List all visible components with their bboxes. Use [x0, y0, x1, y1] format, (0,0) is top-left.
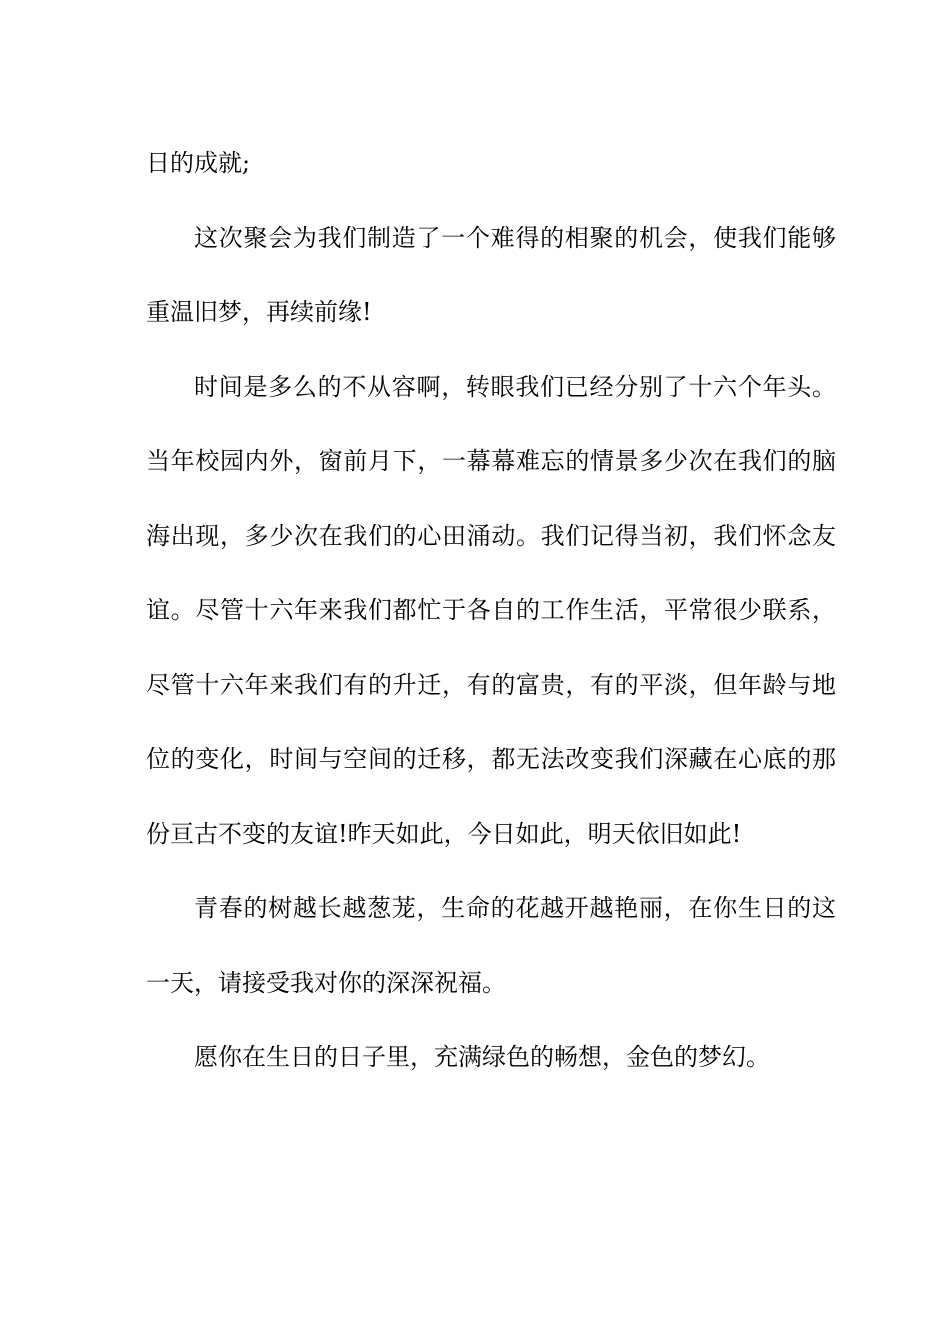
paragraph-3: 时间是多么的不从容啊，转眼我们已经分别了十六个年头。当年校园内外，窗前月下，一幕幕难忘的情景多少次在我们的脑海出现，多少次在我们的心田涌动。我们记得当初，我们怀念友谊。尽管十六年来我们都忙于各自的工作生活，平常很少联系，尽管十六年来我们有的升迁，有的富贵，有的平淡，但年龄与地位的变化，时间与空间的迁移，都无法改变我们深藏在心底的那份亘古不变的友谊!昨天如此，今日如此，明天依旧如此! [146, 372, 836, 848]
paragraph-4: 青春的树越长越葱茏，生命的花越开越艳丽，在你生日的这一天，请接受我对你的深深祝福。 [146, 894, 836, 997]
paragraph-5: 愿你在生日的日子里，充满绿色的畅想，金色的梦幻。 [194, 1043, 770, 1071]
paragraph-2: 这次聚会为我们制造了一个难得的相聚的机会，使我们能够重温旧梦，再续前缘! [146, 223, 836, 326]
document-body [146, 126, 836, 1095]
paragraph-1: 日的成就; [146, 149, 251, 177]
